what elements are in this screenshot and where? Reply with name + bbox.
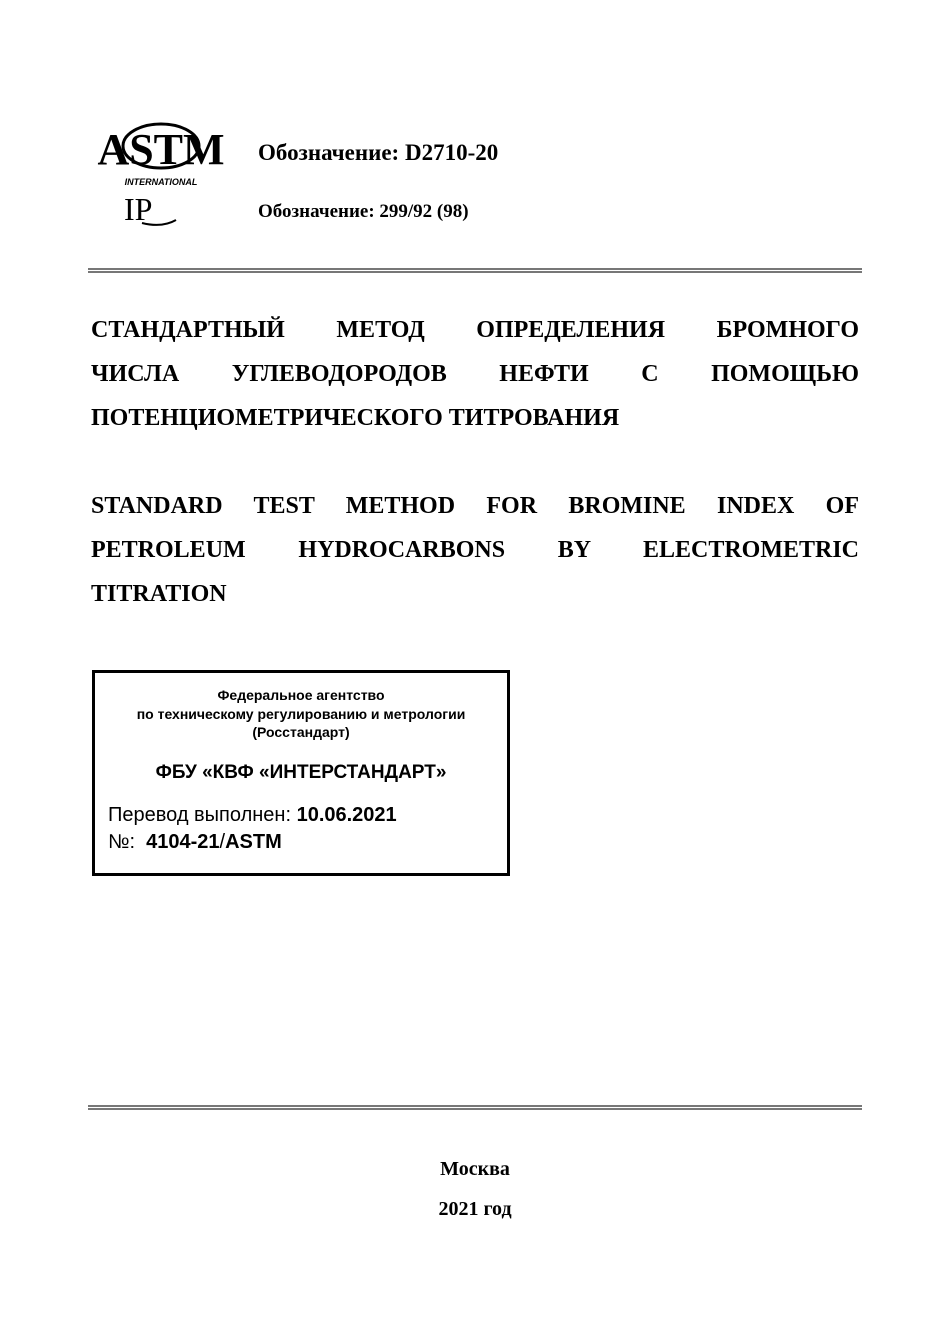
ip-logo-text: IP (124, 191, 153, 227)
stamp-agency (95, 686, 507, 742)
astm-logo-text: ASTM (97, 125, 225, 174)
stamp-number-label: №: (108, 831, 136, 853)
stamp-agency-line: по техническому регулированию и метрологии (136, 705, 466, 722)
designation-ip: Обозначение: 299/92 (98) (258, 201, 469, 222)
footer-city: Москва (440, 1158, 510, 1180)
stamp-number-value: 4104-21 (146, 831, 220, 853)
astm-logo-icon (97, 112, 225, 190)
top-divider (88, 268, 862, 273)
title-en-line: STANDARD TEST METHOD FOR BROMINE INDEX OF (91, 493, 859, 519)
logos (97, 112, 225, 232)
title-ru-line: СТАНДАРТНЫЙ МЕТОД ОПРЕДЕЛЕНИЯ БРОМНОГО (91, 317, 859, 343)
translation-stamp (92, 670, 510, 876)
ip-logo-icon (122, 192, 182, 228)
stamp-number-suffix: ASTM (225, 831, 282, 853)
stamp-translated-date: 10.06.2021 (296, 804, 397, 826)
footer-year: 2021 год (438, 1198, 512, 1220)
stamp-organization: ФБУ «КВФ «ИНТЕРСТАНДАРТ» (155, 762, 447, 783)
title-english (91, 484, 859, 616)
stamp-number-sep: / (219, 831, 226, 853)
designation-main: Обозначение: D2710-20 (258, 140, 499, 165)
astm-logo-subtext: INTERNATIONAL (124, 177, 198, 187)
stamp-agency-line: (Росстандарт) (252, 724, 350, 740)
stamp-translation-date-row (108, 804, 397, 827)
title-ru-line: ПОТЕНЦИОМЕТРИЧЕСКОГО ТИТРОВАНИЯ (91, 405, 620, 431)
stamp-translated-label: Перевод выполнен: (108, 804, 292, 826)
stamp-number-row (108, 831, 282, 854)
title-ru-line: ЧИСЛА УГЛЕВОДОРОДОВ НЕФТИ С ПОМОЩЬЮ (91, 361, 859, 387)
stamp-agency-line: Федеральное агентство (217, 687, 385, 703)
title-russian (91, 308, 859, 440)
bottom-divider (88, 1105, 862, 1110)
title-en-line: PETROLEUM HYDROCARBONS BY ELECTROMETRIC (91, 537, 859, 563)
title-en-line: TITRATION (91, 581, 227, 607)
